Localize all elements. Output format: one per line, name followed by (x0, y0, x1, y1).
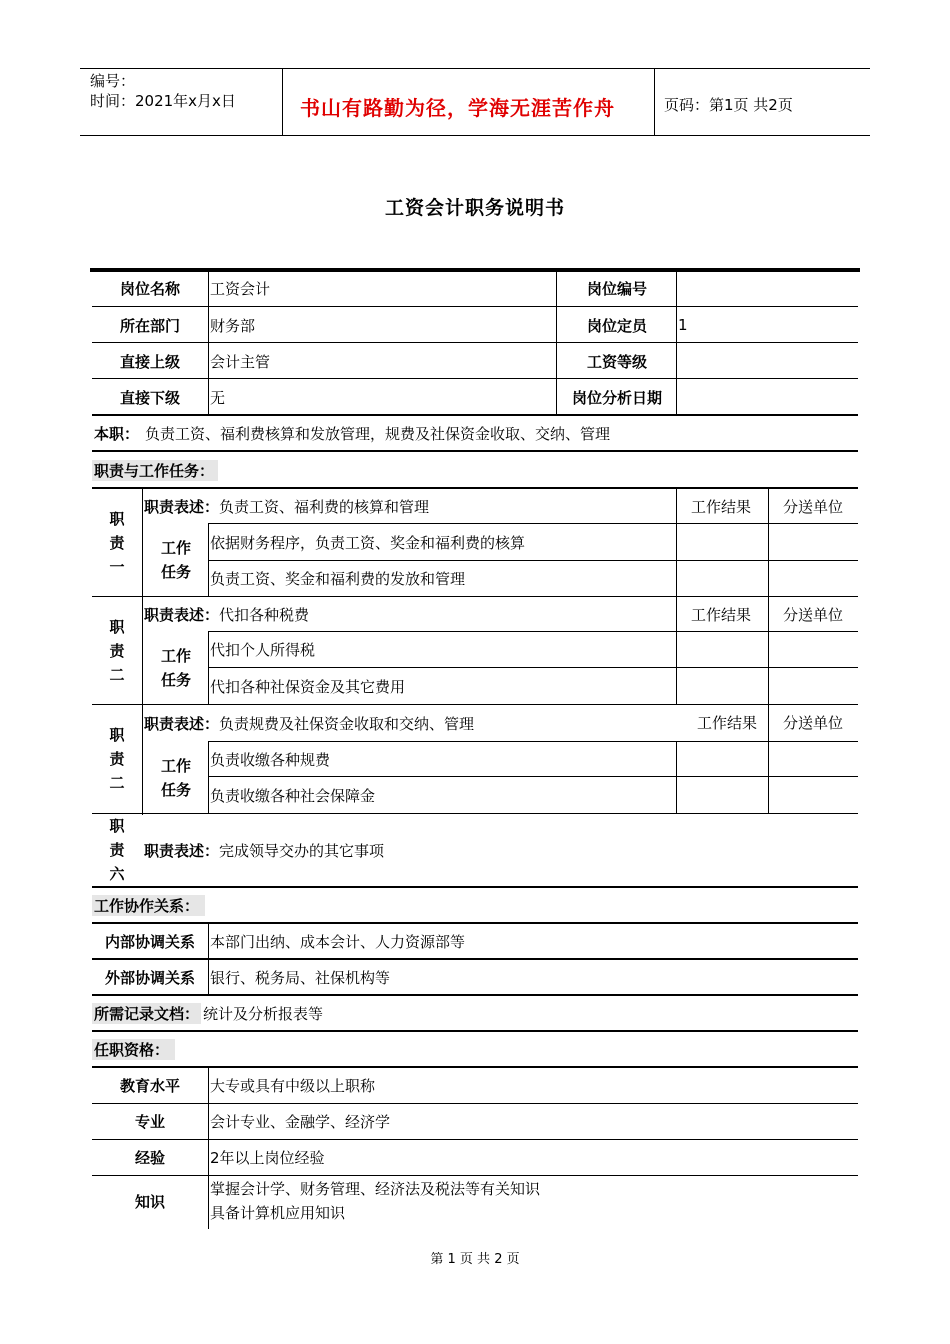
header-number: 编号： (90, 72, 136, 90)
records-label: 所需记录文档： (94, 1004, 200, 1023)
major-value: 会计专业、金融学、经济学 (210, 1113, 391, 1131)
education-label: 教育水平 (119, 1076, 180, 1095)
duty-1-task-2: 负责工资、奖金和福利费的发放和管理 (210, 570, 466, 588)
duty-4-desc (144, 814, 856, 886)
duty-2-task-2: 代扣各种社保资金及其它费用 (210, 677, 406, 696)
department-value: 财务部 (210, 316, 256, 335)
page-footer: 第 1 页 共 2 页 (430, 1252, 520, 1267)
duty-1-desc-label: 职责表述： (144, 497, 220, 516)
superior-label: 直接上级 (119, 352, 180, 371)
analysis-date-value (678, 379, 858, 415)
duty-2-task-label: 工作 任务 (160, 647, 191, 689)
duty-2-name: 职 责 二 (109, 617, 125, 684)
position-name-label: 岗位名称 (119, 279, 180, 298)
duty-1-task-label: 工作 任务 (160, 539, 191, 581)
header-divider-1 (282, 68, 283, 136)
salary-grade-label: 工资等级 (586, 352, 647, 371)
duty-3-task-1: 负责收缴各种规费 (210, 750, 331, 769)
duty-3-desc-text: 负责规费及社保资金收取和交纳、管理 (219, 714, 475, 733)
duty-4-name: 职 责 六 (109, 817, 125, 883)
subordinate-label: 直接下级 (119, 388, 180, 407)
duty-4-desc-label: 职责表述： (144, 841, 220, 860)
internal-coordination-label: 内部协调关系 (104, 932, 195, 951)
external-coordination-label: 外部协调关系 (104, 968, 195, 987)
knowledge-label: 知识 (134, 1192, 165, 1211)
duty-3-desc-label: 职责表述： (144, 714, 220, 733)
headcount-value: 1 (678, 316, 688, 334)
cooperation-header (92, 889, 858, 922)
header-motto: 书山有路勤为径，学海无涯苦作舟 (300, 96, 615, 120)
position-no-label: 岗位编号 (586, 279, 647, 298)
qualifications-label: 任职资格： (92, 1039, 175, 1060)
duty-4-desc-text: 完成领导交办的其它事项 (219, 841, 385, 860)
duties-section-label: 职责与工作任务： (92, 460, 218, 481)
internal-coordination-value: 本部门出纳、成本会计、人力资源部等 (210, 932, 466, 951)
records-text: 统计及分析报表等 (203, 1004, 324, 1023)
duty-1-result-label: 工作结果 (690, 497, 751, 516)
duty-2-result-label: 工作结果 (690, 605, 751, 624)
duty-3-dest-label: 分送单位 (782, 713, 843, 732)
headcount-label: 岗位定员 (586, 316, 647, 335)
external-coordination-value: 银行、税务局、社保机构等 (210, 968, 391, 987)
header-page-info: 页码：第1页 共2页 (664, 96, 793, 114)
duty-1-task-1: 依据财务程序，负责工资、奖金和福利费的核算 (210, 533, 526, 552)
records-row (92, 996, 858, 1030)
salary-grade-value (678, 343, 858, 379)
duty-3-task-label: 工作 任务 (160, 756, 191, 799)
header-bottom-rule (80, 135, 870, 136)
duty-3-task-2: 负责收缴各种社会保障金 (210, 786, 376, 805)
experience-value: 2年以上岗位经验 (210, 1149, 325, 1167)
job-description-table (90, 268, 860, 1222)
duty-2-desc-label: 职责表述： (144, 605, 220, 624)
header-time: 时间：2021年x月x日 (90, 92, 236, 110)
header-top-rule (80, 68, 870, 69)
header-divider-2 (654, 68, 655, 136)
duty-1-desc (144, 489, 674, 523)
education-value: 大专或具有中级以上职称 (210, 1076, 376, 1095)
cooperation-label: 工作协作关系： (92, 895, 205, 916)
duty-2-task-1: 代扣个人所得税 (210, 641, 316, 659)
department-label: 所在部门 (119, 316, 180, 335)
experience-label: 经验 (134, 1149, 165, 1167)
duty-3-result-label: 工作结果 (696, 713, 757, 732)
position-name-value: 工资会计 (210, 279, 271, 298)
knowledge-line-1: 掌握会计学、财务管理、经济法及税法等有关知识 (210, 1180, 541, 1198)
duty-2-desc (144, 597, 674, 631)
subordinate-value: 无 (210, 388, 226, 407)
duty-2-desc-text: 代扣各种税费 (219, 605, 310, 624)
duty-3-name: 职 责 二 (109, 726, 125, 792)
major-label: 专业 (134, 1113, 165, 1131)
duty-1-name: 职 责 一 (109, 509, 125, 576)
main-duty-label: 本职： (94, 424, 140, 443)
page-title: 工资会计职务说明书 (384, 197, 565, 219)
knowledge-line-2: 具备计算机应用知识 (210, 1204, 346, 1222)
duty-1-dest-label: 分送单位 (782, 497, 843, 516)
duty-3-desc (144, 705, 674, 741)
superior-value: 会计主管 (210, 352, 271, 371)
main-duty (94, 416, 854, 450)
duty-1-desc-text: 负责工资、福利费的核算和管理 (219, 497, 430, 516)
knowledge-value (210, 1176, 856, 1226)
position-no-value (678, 270, 858, 306)
main-duty-text: 负责工资、福利费核算和发放管理，规费及社保资金收取、交纳、管理 (145, 424, 611, 443)
analysis-date-label: 岗位分析日期 (571, 388, 662, 407)
duty-2-dest-label: 分送单位 (782, 605, 843, 624)
qualifications-header (92, 1032, 858, 1066)
duties-section-header (92, 453, 858, 487)
